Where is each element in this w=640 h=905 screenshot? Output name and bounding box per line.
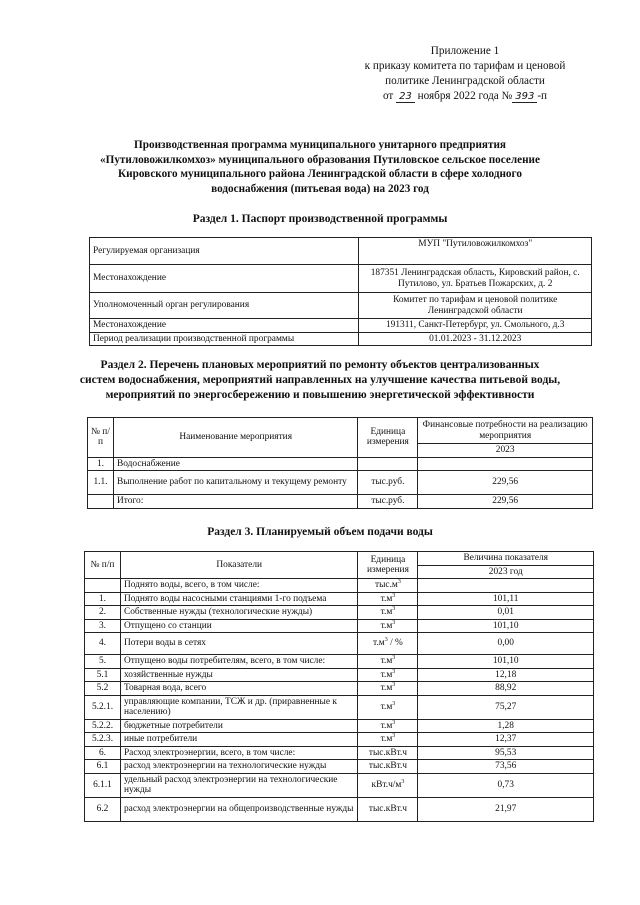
section2-heading-line-3: мероприятий по энергосбережению и повышению энергетической эффективности	[105, 389, 535, 401]
header-unit: Единица измерения	[358, 552, 418, 579]
row-unit	[358, 457, 418, 471]
header-year: 2023	[418, 444, 593, 458]
row-unit	[358, 592, 418, 606]
row-value	[418, 579, 594, 593]
unit-text: тыс.кВт.ч	[368, 803, 408, 814]
row-unit: тыс.руб.	[358, 471, 418, 495]
unit-text: т.м	[380, 734, 393, 744]
table-row	[85, 773, 594, 797]
row-name: Товарная вода, всего	[120, 682, 358, 696]
row-num: 6.2	[85, 797, 121, 821]
passport-label: Период реализации производственной программы	[90, 332, 359, 346]
row-value: 12,18	[418, 668, 594, 682]
passport-value: 187351 Ленинградская область, Кировский район, с. Путилово, ул. Братьев Пожарских, д. 2	[359, 265, 592, 293]
row-unit	[358, 797, 418, 821]
header-unit: Единица измерения	[358, 418, 418, 458]
unit-exponent: 3	[397, 578, 401, 585]
passport-row	[90, 238, 592, 265]
unit-text: т.м	[380, 720, 393, 731]
unit-text: т.м	[380, 620, 393, 631]
row-unit	[358, 746, 418, 760]
row-unit	[358, 719, 418, 733]
unit-suffix: / %	[387, 638, 403, 649]
table-row	[85, 719, 594, 733]
supply-table-body	[85, 579, 594, 822]
unit-exponent: 3	[392, 732, 396, 739]
header-finance: Финансовые потребности на реализацию мероприятия	[418, 418, 593, 444]
unit-text: т.м	[380, 701, 393, 712]
unit-text: т.м	[380, 656, 393, 666]
table-row	[85, 619, 594, 633]
row-unit	[358, 579, 418, 593]
unit-exponent: 3	[401, 778, 405, 785]
unit-text: т.м	[373, 638, 385, 649]
unit-exponent: 3	[392, 700, 396, 707]
row-num: 5.2.3.	[85, 733, 121, 747]
passport-label: Уполномоченный орган регулирования	[90, 293, 359, 319]
unit-exponent: 3	[392, 605, 396, 612]
row-unit	[358, 668, 418, 682]
passport-value: Комитет по тарифам и ценовой политике Ленинградской области	[359, 293, 592, 319]
row-num: 6.	[85, 746, 121, 760]
supply-table	[84, 551, 594, 822]
header-num: № п/п	[88, 418, 114, 458]
unit-exponent: 3	[384, 637, 388, 644]
row-unit	[358, 695, 418, 719]
row-name: Выполнение работ по капитальному и текущему ремонту	[113, 471, 357, 495]
unit-text: т.м	[380, 669, 393, 680]
row-num: 1.	[88, 457, 114, 471]
header-name: Показатели	[120, 552, 358, 579]
table-row	[85, 682, 594, 696]
table-row	[88, 471, 593, 495]
row-unit	[358, 733, 418, 747]
passport-row	[90, 293, 592, 319]
table-row	[85, 733, 594, 747]
row-name: Итого:	[113, 495, 357, 509]
supply-header-row	[85, 552, 594, 566]
row-num: 1.	[85, 592, 121, 606]
row-num: 5.1	[85, 668, 121, 682]
row-value: 73,56	[418, 760, 594, 774]
row-name: Собственные нужды (технологические нужды)	[120, 606, 358, 620]
row-num: 1.1.	[88, 471, 114, 495]
passport-row	[90, 319, 592, 333]
date-suffix: -п	[537, 90, 548, 102]
passport-value: 01.01.2023 - 31.12.2023	[359, 332, 592, 346]
unit-text: тыс.м	[375, 580, 398, 590]
document-title	[80, 138, 560, 196]
title-line-1: Производственная программа муниципального унитарного предприятия	[134, 139, 506, 151]
row-unit	[358, 606, 418, 620]
row-value: 229,56	[418, 471, 593, 495]
unit-text: тыс.кВт.ч	[368, 747, 408, 758]
table-row	[85, 606, 594, 620]
row-name: Потери воды в сетях	[120, 633, 358, 655]
passport-label: Местонахождение	[90, 265, 359, 293]
row-num: 6.1	[85, 760, 121, 774]
row-num: 3.	[85, 619, 121, 633]
unit-exponent: 3	[392, 668, 396, 675]
unit-text: т.м	[380, 593, 393, 604]
row-num: 5.2	[85, 682, 121, 696]
table-row	[85, 746, 594, 760]
row-name: Поднято воды насосными станциями 1-го подъема	[120, 592, 358, 606]
table-row	[85, 668, 594, 682]
row-value: 0,01	[418, 606, 594, 620]
row-num: 5.2.1.	[85, 695, 121, 719]
row-name: иные потребители	[120, 733, 358, 747]
row-num	[88, 495, 114, 509]
unit-text: т.м	[380, 607, 393, 617]
row-num: 6.1.1	[85, 773, 121, 797]
passport-row	[90, 332, 592, 346]
row-value: 1,28	[418, 719, 594, 733]
header-num: № п/п	[85, 552, 121, 579]
table-row	[85, 579, 594, 593]
row-name: Водоснабжение	[113, 457, 357, 471]
table-row	[85, 592, 594, 606]
handwritten-number: 393	[512, 91, 537, 103]
row-name: удельный расход электроэнергии на технологические нужды	[120, 773, 358, 797]
table-row	[85, 797, 594, 821]
appendix-line-2: к приказу комитета по тарифам и ценовой	[364, 60, 566, 72]
row-value: 95,53	[418, 746, 594, 760]
passport-row	[90, 265, 592, 293]
row-value: 101,10	[418, 619, 594, 633]
measures-header-row	[88, 418, 593, 444]
passport-value: 191311, Санкт-Петербург, ул. Смольного, д.3	[359, 319, 592, 333]
section3-heading: Раздел 3. Планируемый объем подачи воды	[207, 526, 433, 538]
row-value: 229,56	[418, 495, 593, 509]
row-name: бюджетные потребители	[120, 719, 358, 733]
row-unit	[358, 773, 418, 797]
row-value: 0,73	[418, 773, 594, 797]
row-name: управляющие компании, ТСЖ и др. (приравненные к населению)	[120, 695, 358, 719]
unit-exponent: 3	[392, 592, 396, 599]
row-value	[418, 457, 593, 471]
title-line-3: Кировского муниципального района Ленинградской области в сфере холодного	[118, 168, 522, 180]
row-name: Отпущено воды потребителям, всего, в том числе:	[120, 655, 358, 669]
unit-exponent: 3	[392, 654, 396, 661]
row-num: 2.	[85, 606, 121, 620]
title-line-4: водоснабжения (питьевая вода) на 2023 год	[211, 182, 429, 195]
appendix-date-line	[340, 89, 590, 104]
unit-text: кВт.ч/м	[371, 779, 402, 790]
row-num	[85, 579, 121, 593]
row-unit	[358, 760, 418, 774]
date-prefix: от	[382, 90, 394, 102]
row-num: 4.	[85, 633, 121, 655]
title-line-2: «Путиловожилкомхоз» муниципального образования Путиловское сельское поселение	[100, 153, 540, 166]
row-unit	[358, 619, 418, 633]
header-year: 2023 год	[418, 565, 594, 579]
section2-heading	[60, 358, 580, 403]
header-value: Величина показателя	[418, 552, 594, 566]
row-name: Поднято воды, всего, в том числе:	[120, 579, 358, 593]
unit-exponent: 3	[392, 719, 396, 726]
table-row	[85, 633, 594, 655]
row-value: 12,37	[418, 733, 594, 747]
table-row	[88, 457, 593, 471]
section2-heading-line-1: Раздел 2. Перечень плановых мероприятий по ремонту объектов централизованных	[100, 359, 540, 371]
row-name: Расход электроэнергии, всего, в том числе:	[120, 746, 358, 760]
handwritten-day: 23	[396, 91, 415, 103]
measures-table	[87, 417, 593, 509]
header-name: Наименование мероприятия	[113, 418, 357, 458]
row-value: 88,92	[418, 682, 594, 696]
row-num: 5.	[85, 655, 121, 669]
table-row	[85, 655, 594, 669]
row-value: 101,10	[418, 655, 594, 669]
row-name: хозяйственные нужды	[120, 668, 358, 682]
unit-exponent: 3	[392, 681, 396, 688]
table-row	[85, 760, 594, 774]
row-name: расход электроэнергии на общепроизводственные нужды	[120, 797, 358, 821]
passport-table	[89, 237, 592, 346]
unit-text: т.м	[380, 683, 393, 693]
passport-label: Регулируемая организация	[90, 238, 359, 265]
row-value: 0,00	[418, 633, 594, 655]
row-unit	[358, 682, 418, 696]
row-name: Отпущено со станции	[120, 619, 358, 633]
appendix-header	[340, 44, 590, 104]
row-value: 21,97	[418, 797, 594, 821]
row-unit	[358, 633, 418, 655]
row-value: 101,11	[418, 592, 594, 606]
section2-heading-line-2: систем водоснабжения, мероприятий направленных на улучшение качества питьевой воды,	[79, 374, 561, 386]
passport-value: МУП "Путиловожилкомхоз"	[359, 238, 592, 265]
table-row	[85, 695, 594, 719]
row-unit	[358, 655, 418, 669]
row-unit: тыс.руб.	[358, 495, 418, 509]
passport-label: Местонахождение	[90, 319, 359, 333]
unit-text: тыс.кВт.ч	[368, 761, 408, 771]
appendix-line-3: политике Ленинградской области	[385, 75, 545, 87]
table-row	[88, 495, 593, 509]
date-middle: ноября 2022 года №	[417, 90, 513, 102]
unit-exponent: 3	[392, 619, 396, 626]
row-value: 75,27	[418, 695, 594, 719]
row-name: расход электроэнергии на технологические нужды	[120, 760, 358, 774]
row-num: 5.2.2.	[85, 719, 121, 733]
appendix-line-1: Приложение 1	[430, 45, 500, 57]
section1-heading: Раздел 1. Паспорт производственной программы	[192, 213, 448, 225]
